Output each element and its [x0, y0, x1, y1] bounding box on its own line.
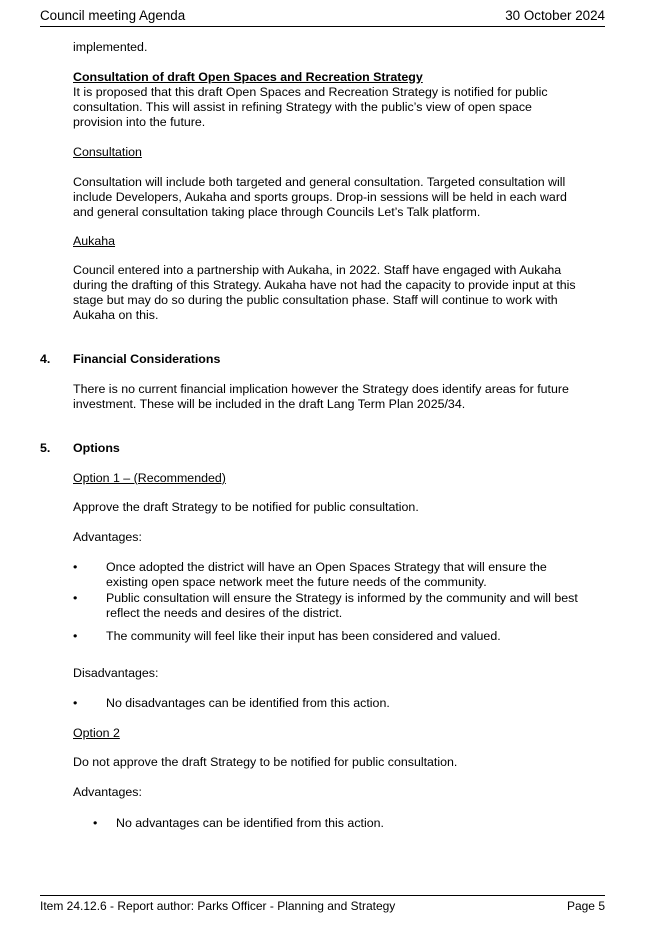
page-footer [40, 895, 605, 916]
consultation-heading: Consultation [73, 145, 142, 159]
section-4-title: Financial Considerations [73, 352, 221, 366]
bullet-icon: • [93, 816, 98, 830]
bullet-icon: • [73, 696, 78, 710]
consultation-draft-paragraph: It is proposed that this draft Open Spaces and Recreation Strategy is notified for public consultation. This will assist in refining Strategy with the public’s view of open space provision into the future. [73, 85, 548, 129]
option-2-heading: Option 2 [73, 726, 120, 740]
aukaha-paragraph: Council entered into a partnership with Aukaha, in 2022. Staff have engaged with Aukaha during the drafting of this Strategy. Aukaha have not had the capacity to provide input at this stage but may do so during the public consultation phase. Staff will continue to work with Aukaha on this. [73, 263, 576, 322]
aukaha-heading: Aukaha [73, 234, 116, 248]
option-1-text: Approve the draft Strategy to be notified for public consultation. [73, 500, 419, 514]
option-1-disadvantages-label: Disadvantages: [73, 666, 159, 680]
option-2-advantages-label: Advantages: [73, 785, 142, 799]
consultation-paragraph: Consultation will include both targeted and general consultation. Targeted consultation will include Developers, Aukaha and sports groups. Drop-in sessions will be held in each ward and general consultation taking place through Councils Let’s Talk platform. [73, 175, 567, 219]
section-4-number: 4. [40, 352, 51, 366]
continued-text: implemented. [73, 40, 148, 54]
financial-paragraph: There is no current financial implication however the Strategy does identify areas for future investment. These will be included in the draft Lang Term Plan 2025/34. [73, 382, 569, 411]
bullet-icon: • [73, 591, 78, 605]
consultation-draft-heading: Consultation of draft Open Spaces and Recreation Strategy [73, 70, 423, 84]
page-header [40, 6, 605, 27]
bullet-icon: • [73, 629, 78, 643]
header-date: 30 October 2024 [505, 8, 605, 23]
section-5-number: 5. [40, 441, 51, 455]
section-5-title: Options [73, 441, 120, 455]
page-number: Page 5 [566, 899, 605, 913]
option-2-text: Do not approve the draft Strategy to be notified for public consultation. [73, 755, 458, 769]
option-1-advantages-label: Advantages: [73, 530, 142, 544]
header-title: Council meeting Agenda [40, 8, 186, 23]
option-1-heading: Option 1 – (Recommended) [73, 471, 226, 485]
bullet-icon: • [73, 560, 78, 574]
footer-item-author: Item 24.12.6 - Report author: Parks Officer - Planning and Strategy [40, 899, 396, 913]
